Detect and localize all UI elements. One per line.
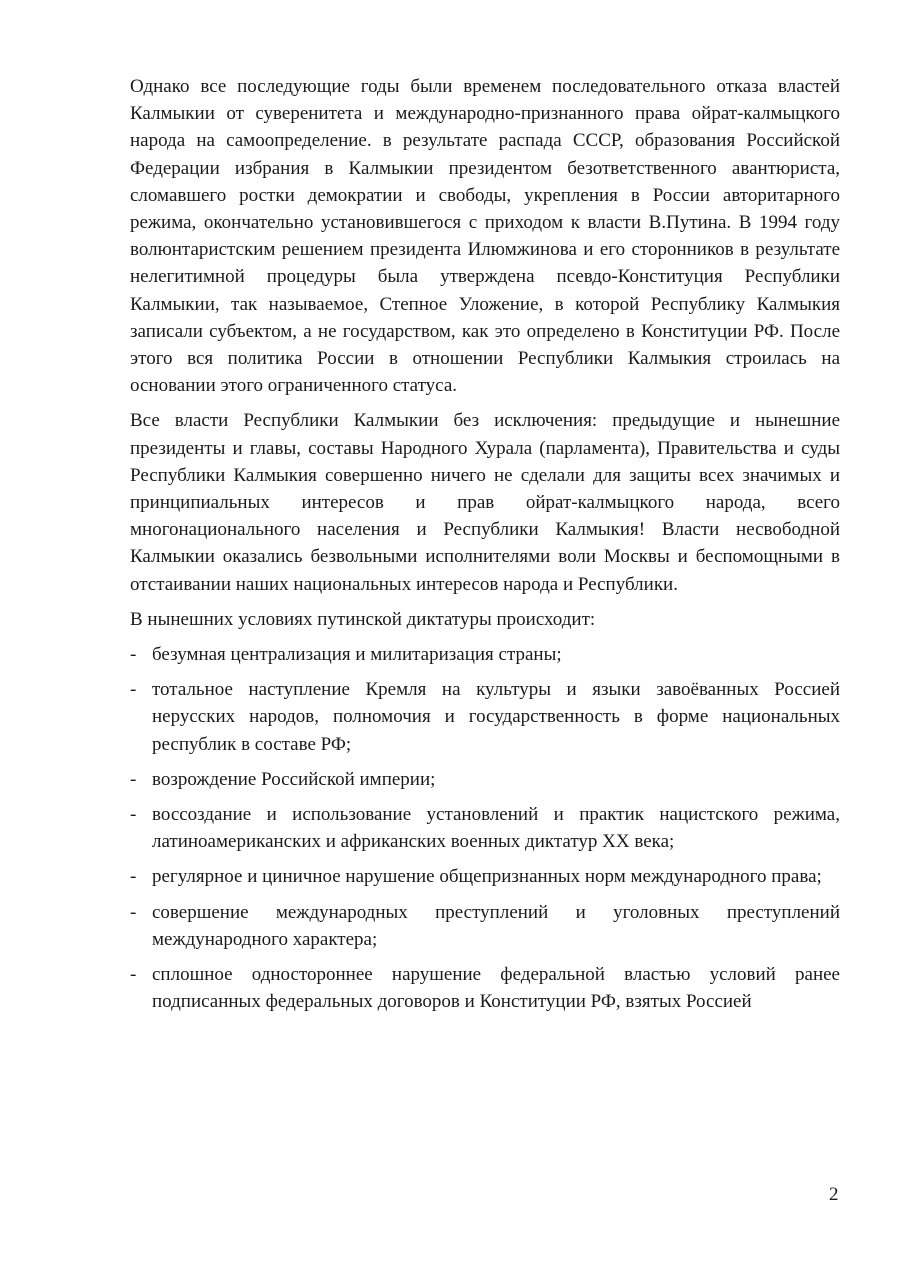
- list-item-text: регулярное и циничное нарушение общепризнанных норм международного права;: [152, 866, 822, 888]
- paragraph-list-intro: В нынешних условиях путинской диктатуры происходит:: [130, 608, 596, 630]
- list-item-text: совершение международных преступлений и уголовных преступлений международного характера;: [152, 901, 840, 950]
- list-dash: -: [130, 679, 137, 701]
- list-item-text: возрождение Российской империи;: [152, 768, 436, 790]
- document-body: [130, 73, 840, 1024]
- list-item-text: безумная централизация и милитаризация страны;: [152, 644, 562, 666]
- list-item: [130, 641, 840, 668]
- page-number: 2: [829, 1184, 839, 1205]
- list-dash: -: [130, 804, 137, 826]
- list-item: [130, 899, 840, 953]
- paragraph-sovereignty-history: Однако все последующие годы были временем последовательного отказа властей Калмыкии от суверенитета и международно-признанного права ойрат-калмыцкого народа на самоопределение. в результате распада СССР, образования Российской Федерации избрания в Калмыкии президентом безответственного авантюриста, сломавшего ростки демократии и свободы, укрепления в России авторитарного режима, окончательно установившегося с приходом к власти В.Путина. В 1994 году волюнтаристским решением президента Илюмжинова и его сторонников в результате нелегитимной процедуры была утверждена псевдо-Конституция Республики Калмыкии, так называемое, Степное Уложение, в которой Республику Калмыкия записали субъектом, а не государством, как это определено в Конституции РФ. После этого вся политика России в отношении Республики Калмыкия строилась на основании этого ограниченного статуса.: [130, 76, 840, 397]
- dictatorship-effects-list: [130, 641, 840, 1015]
- list-dash: -: [130, 901, 137, 923]
- list-dash: -: [130, 866, 137, 888]
- list-item: [130, 863, 840, 890]
- list-item: [130, 801, 840, 855]
- list-item-text: воссоздание и использование установлений и практик нацистского режима, латиноамериканских и африканских военных диктатур XX века;: [152, 804, 840, 853]
- list-dash: -: [130, 644, 137, 666]
- list-item-text: тотальное наступление Кремля на культуры и языки завоёванных Россией нерусских народов, полномочия и государственность в форме национальных республик в составе РФ;: [152, 679, 840, 755]
- list-dash: -: [130, 964, 137, 986]
- list-dash: -: [130, 768, 137, 790]
- list-item: [130, 676, 840, 758]
- list-item: [130, 766, 840, 793]
- paragraph-authorities-failure: Все власти Республики Калмыкии без исключения: предыдущие и нынешние президенты и главы, составы Народного Хурала (парламента), Правительства и суды Республики Калмыкия совершенно ничего не сделали для защиты всех значимых и принципиальных интересов и прав ойрат-калмыцкого народа, всего многонационального населения и Республики Калмыкия! Власти несвободной Калмыкии оказались безвольными исполнителями воли Москвы и беспомощными в отстаивании наших национальных интересов народа и Республики.: [130, 410, 840, 595]
- list-item-text: сплошное одностороннее нарушение федеральной властью условий ранее подписанных федеральных договоров и Конституции РФ, взятых Россией: [152, 964, 840, 1013]
- list-item: [130, 961, 840, 1015]
